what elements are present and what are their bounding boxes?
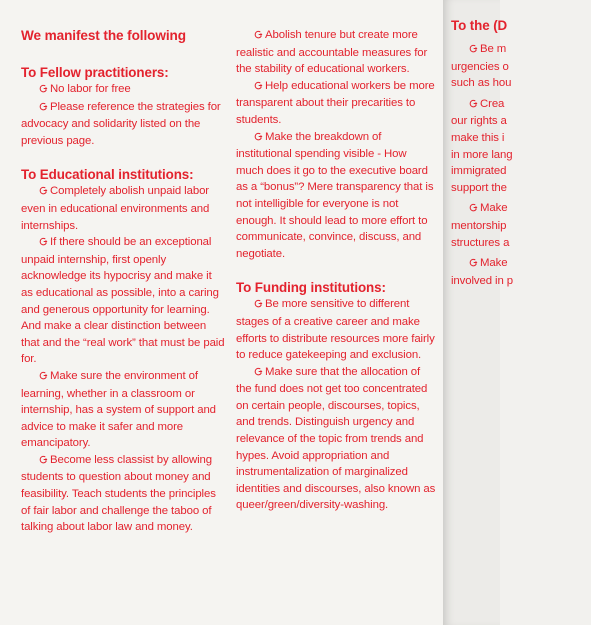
text-line: structures a <box>451 236 510 249</box>
next-page-edge <box>443 0 514 625</box>
list-item: Help educational workers be more transparent about their precarities to students. <box>236 79 435 126</box>
list-item: Completely abolish unpaid labor even in educational environments and internships. <box>21 185 210 232</box>
right-column <box>451 17 591 289</box>
circle-arrow-icon <box>469 201 480 218</box>
circle-arrow-icon <box>469 97 480 114</box>
text-line: support the <box>451 181 507 194</box>
text-line: in more lang <box>451 148 513 161</box>
circle-arrow-icon <box>39 184 50 201</box>
text-line: involved in p <box>451 274 514 287</box>
circle-arrow-icon <box>469 256 480 273</box>
list-item: No labor for free <box>21 81 225 99</box>
circle-arrow-icon <box>469 42 480 59</box>
text-line: Crea <box>451 96 591 114</box>
circle-arrow-icon <box>254 365 265 382</box>
circle-arrow-icon <box>39 100 50 117</box>
left-column <box>21 27 225 553</box>
section-educational-institutions <box>21 166 225 535</box>
text-line: our rights a <box>451 115 507 128</box>
text-line: such as hou <box>451 77 512 90</box>
text-line: Make <box>451 255 591 273</box>
list-item: Make the breakdown of institutional spending visible - How much does it go to the executive board as a “bonus”? Mere transparency that is not intelligible for everyone is not enough. It should lead to more effort to communicate, convince, discuss, and negotiate. <box>236 130 434 260</box>
circle-arrow-icon <box>254 130 265 147</box>
text-line: mentorship <box>451 219 507 232</box>
main-heading: We manifest the following <box>21 28 186 43</box>
section-funding-institutions <box>236 279 436 514</box>
text-line: Be m <box>451 41 591 59</box>
list-item: Make sure the environment of learning, whether in a classroom or internship, has a system of support and advice to make it safer and more emancipatory. <box>21 369 216 450</box>
section-title: To Funding institutions: <box>236 280 386 296</box>
list-item: Become less classist by allowing students to question about money and feasibility. Teach students the principles of fair labor and challenge the taboo of talking about labor law and money. <box>21 453 216 534</box>
list-item: Abolish tenure but create more realistic and accountable measures for the stability of educational workers. <box>236 29 428 76</box>
right-heading: To the (D <box>451 18 508 33</box>
list-item: Please reference the strategies for advocacy and solidarity listed on the previous page. <box>21 100 221 147</box>
text-line: make this i <box>451 131 505 144</box>
section-educational-institutions-continued <box>236 27 436 262</box>
section-fellow-practitioners <box>21 64 225 149</box>
section-title: To Educational institutions: <box>21 167 194 183</box>
circle-arrow-icon <box>254 28 265 45</box>
text-line: immigrated <box>451 165 507 178</box>
middle-column <box>236 27 436 531</box>
circle-arrow-icon <box>39 235 50 252</box>
circle-arrow-icon <box>39 369 50 386</box>
circle-arrow-icon <box>39 453 50 470</box>
list-item: Be more sensitive to different stages of a creative career and make efforts to distribute resources more fairly to reduce gatekeeping and exclusion. <box>236 298 435 362</box>
circle-arrow-icon <box>254 79 265 96</box>
text-line: Make <box>451 200 591 218</box>
section-title: To Fellow practitioners: <box>21 65 169 80</box>
circle-arrow-icon <box>39 82 50 99</box>
text-line: urgencies o <box>451 60 509 73</box>
list-item: If there should be an exceptional unpaid internship, first openly acknowledge its hypocrisy and make it as educational as possible, into a caring and generous opportunity for learning. And make a clear distinction between that and the “real work” that must be paid for. <box>21 236 225 366</box>
circle-arrow-icon <box>254 297 265 314</box>
list-item: Make sure that the allocation of the fund does not get too concentrated on certain people, discourses, topics, and trends. Distinguish urgency and relevance of the topic from trends and hypes. Avoid appropriation and instrumentalization of marginalized identities and discourses, also known as queer/green/diversity-washing. <box>236 365 436 512</box>
